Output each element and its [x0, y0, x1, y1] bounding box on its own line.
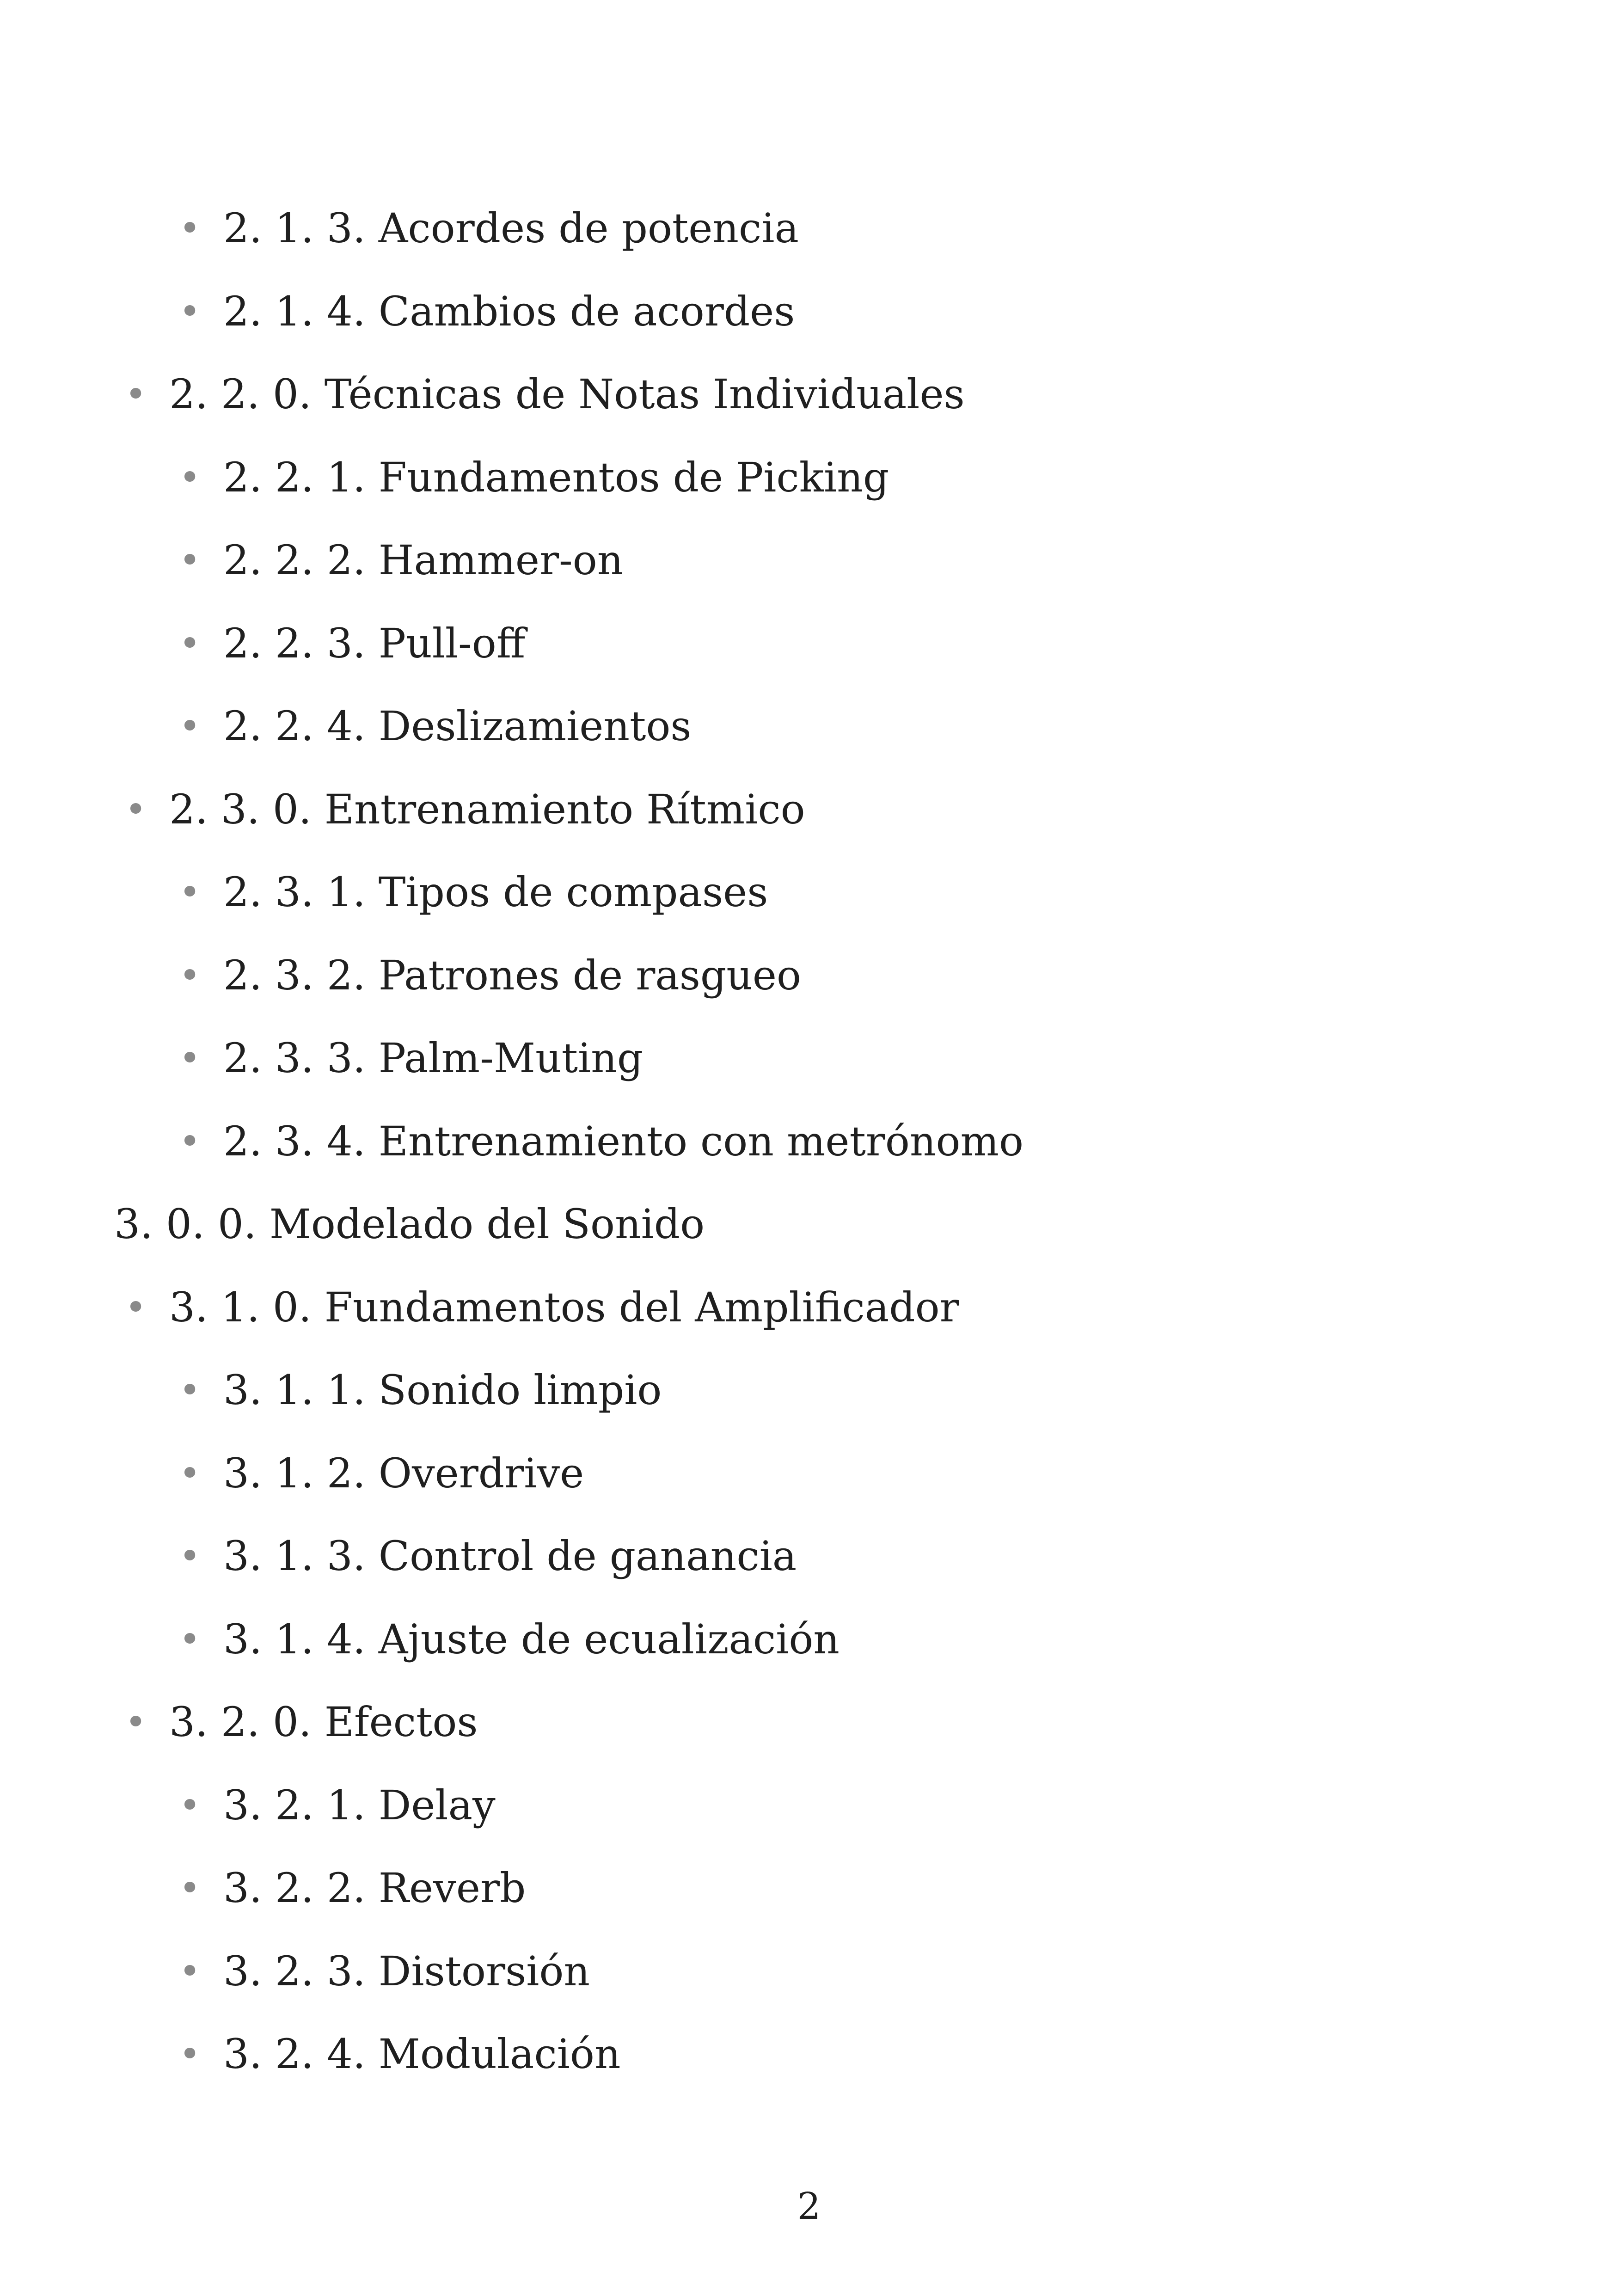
toc-item-label: 3. 1. 4. Ajuste de ecualización: [223, 1615, 840, 1663]
bullet-icon: •: [125, 373, 147, 416]
toc-item-label: 3. 1. 2. Overdrive: [223, 1449, 584, 1497]
toc-item: [179, 284, 795, 339]
toc-item: [125, 1280, 959, 1335]
bullet-icon: •: [179, 290, 201, 333]
toc-item: [179, 1114, 1024, 1169]
bullet-icon: •: [179, 2032, 201, 2075]
toc-item: [179, 533, 624, 588]
toc-item-label: 2. 2. 1. Fundamentos de Picking: [223, 454, 889, 501]
toc-item-label: 3. 2. 4. Modulación: [223, 2030, 621, 2078]
toc-item: [179, 1031, 644, 1086]
toc-item-label: 2. 2. 0. Técnicas de Notas Individuales: [169, 370, 965, 418]
toc-item-label: 2. 3. 2. Patrones de rasgueo: [223, 952, 801, 999]
toc-item: [179, 1446, 584, 1501]
toc-item: [179, 201, 799, 256]
toc-item: [179, 2026, 621, 2082]
toc-item: [125, 782, 805, 837]
toc-item: [179, 1944, 590, 1999]
toc-item-label: 3. 2. 2. Reverb: [223, 1864, 526, 1912]
bullet-icon: •: [179, 1369, 201, 1412]
bullet-icon: •: [179, 705, 201, 748]
toc-item-label: 2. 3. 0. Entrenamiento Rítmico: [169, 786, 805, 833]
bullet-icon: •: [179, 1120, 201, 1163]
toc-item: [179, 865, 768, 920]
bullet-icon: •: [125, 1286, 147, 1329]
toc-item: [179, 1529, 797, 1584]
bullet-icon: •: [179, 871, 201, 914]
bullet-icon: •: [125, 788, 147, 831]
bullet-icon: •: [179, 207, 201, 250]
toc-item-label: 3. 2. 3. Distorsión: [223, 1947, 590, 1995]
toc-item-label: 3. 0. 0. Modelado del Sonido: [114, 1200, 705, 1248]
bullet-icon: •: [179, 1950, 201, 1993]
bullet-icon: •: [179, 622, 201, 665]
toc-item-label: 3. 1. 1. Sonido limpio: [223, 1366, 662, 1414]
toc-item-label: 2. 2. 2. Hammer-on: [223, 536, 624, 584]
toc-item-label: 2. 3. 3. Palm-Muting: [223, 1034, 644, 1082]
toc-item: [179, 616, 526, 671]
bullet-icon: •: [179, 539, 201, 582]
toc-item-label: 2. 1. 3. Acordes de potencia: [223, 204, 799, 252]
toc-item-label: 3. 1. 3. Control de ganancia: [223, 1532, 797, 1580]
toc-item-label: 2. 3. 1. Tipos de compases: [223, 868, 768, 916]
toc-item-label: 3. 2. 0. Efectos: [169, 1698, 478, 1746]
toc-item-label: 2. 3. 4. Entrenamiento con metrónomo: [223, 1117, 1024, 1165]
toc-item: [114, 1197, 705, 1252]
toc-item: [179, 699, 692, 754]
bullet-icon: •: [179, 456, 201, 499]
bullet-icon: •: [179, 1618, 201, 1661]
toc-item: [125, 367, 965, 422]
toc-item-label: 3. 1. 0. Fundamentos del Amplificador: [169, 1283, 959, 1331]
bullet-icon: •: [125, 1701, 147, 1743]
toc-item: [179, 1612, 840, 1667]
toc-item: [179, 1860, 526, 1916]
bullet-icon: •: [179, 1866, 201, 1909]
toc-item-label: 2. 1. 4. Cambios de acordes: [223, 288, 795, 335]
bullet-icon: •: [179, 1452, 201, 1495]
bullet-icon: •: [179, 1535, 201, 1578]
page-number: 2: [797, 2185, 821, 2228]
toc-item-label: 3. 2. 1. Delay: [223, 1781, 496, 1829]
bullet-icon: •: [179, 954, 201, 997]
toc-item: [179, 450, 889, 505]
toc-item: [179, 1778, 496, 1833]
toc-item: [179, 948, 801, 1003]
toc-item-label: 2. 2. 3. Pull-off: [223, 620, 526, 667]
bullet-icon: •: [179, 1784, 201, 1827]
toc-item: [125, 1694, 478, 1750]
bullet-icon: •: [179, 1037, 201, 1080]
toc-item-label: 2. 2. 4. Deslizamientos: [223, 702, 692, 750]
toc-item: [179, 1363, 662, 1418]
